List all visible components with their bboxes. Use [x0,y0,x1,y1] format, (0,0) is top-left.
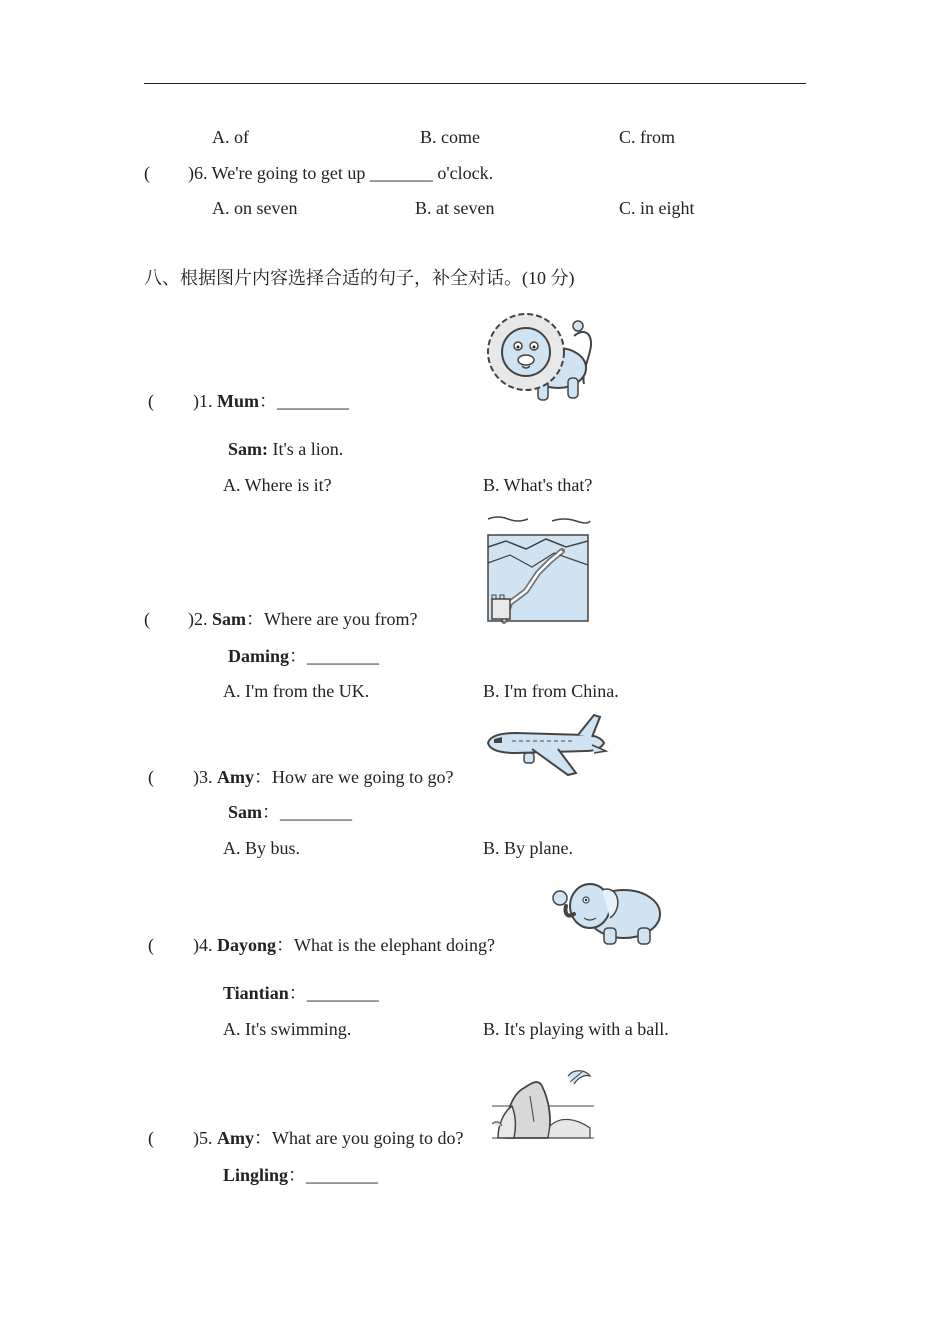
item1-line2: Sam: It's a lion. [228,439,344,459]
great-wall-picture [486,513,590,623]
item3-option-b: B. By plane. [483,838,573,858]
item1-paren: ( [148,391,154,411]
lion-picture [486,306,598,406]
section-title: 八、根据图片内容选择合适的句子，补全对话。(10 分) [144,268,575,288]
item2-paren: ( [144,609,150,629]
q6-stem: )6. We're going to get up _______ o'clock. [188,163,494,183]
q6-paren: ( [144,163,150,183]
item2-option-b: B. I'm from China. [483,681,619,701]
q6-option-c: C. in eight [619,198,695,218]
item1-line1: )1. Mum：________ [193,391,349,411]
q5-option-a: A. of [212,127,249,147]
item3-option-a: A. By bus. [223,838,301,858]
elephant-picture [550,878,664,946]
item4-option-a: A. It's swimming. [223,1019,352,1039]
item2-option-a: A. I'm from the UK. [223,681,370,701]
item5-paren: ( [148,1128,154,1148]
q5-option-b: B. come [420,127,480,147]
item4-option-b: B. It's playing with a ball. [483,1019,669,1039]
header-rule [144,83,806,84]
item1-option-a: A. Where is it? [223,475,332,495]
item3-line1: )3. Amy：How are we going to go? [193,767,454,787]
item5-line1: )5. Amy：What are you going to do? [193,1128,464,1148]
q6-option-b: B. at seven [415,198,495,218]
rocks-picture [490,1066,594,1140]
item2-line2: Daming：________ [228,646,380,666]
item3-line2: Sam：________ [228,802,353,822]
item4-line2: Tiantian：________ [223,983,379,1003]
q6-option-a: A. on seven [212,198,298,218]
q5-option-c: C. from [619,127,675,147]
item4-line1: )4. Dayong：What is the elephant doing? [193,935,495,955]
item4-paren: ( [148,935,154,955]
item3-paren: ( [148,767,154,787]
item2-line1: )2. Sam：Where are you from? [188,609,418,629]
item1-option-b: B. What's that? [483,475,593,495]
airplane-picture [482,713,608,779]
item5-line2: Lingling：________ [223,1165,379,1185]
